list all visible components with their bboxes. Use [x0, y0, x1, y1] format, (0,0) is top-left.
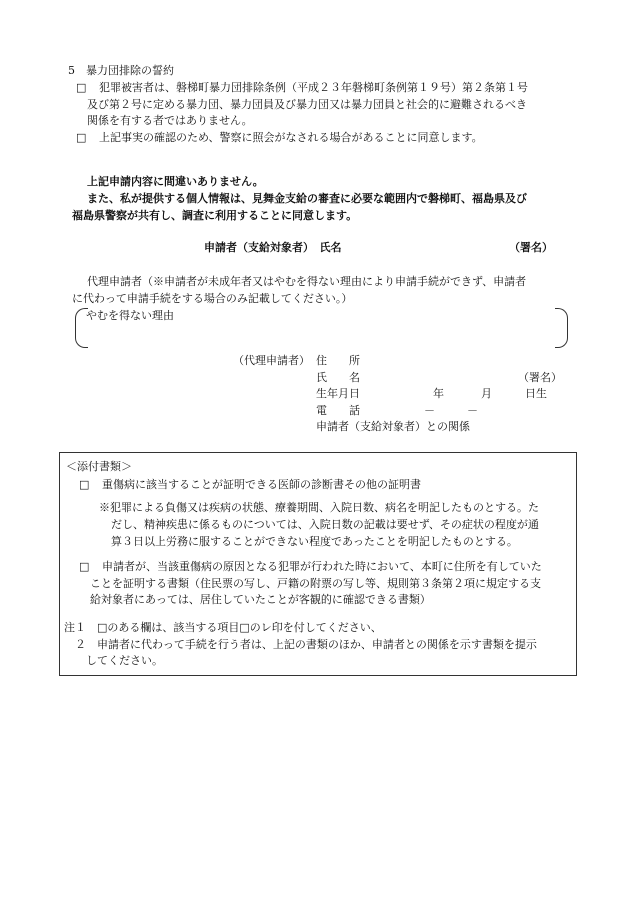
section5-item2-text: 上記事実の確認のため、警察に照会がなされる場合があることに同意します。 [99, 131, 483, 144]
proxy-seal: （署名） [518, 371, 562, 384]
attachment-footnote-2: ２ 申請者に代わって手続を行う者は、上記の書類のほか、申請者との関係を示す書類を提示 [64, 638, 537, 651]
section5-item1-checkbox[interactable]: □ [76, 81, 87, 94]
declaration-line2: また、私が提供する個人情報は、見舞金支給の審査に必要な範囲内で磐梯町、福島県及び [87, 192, 527, 205]
section5-heading: 5 暴力団排除の誓約 [68, 64, 174, 77]
proxy-name-label: 氏 名 [316, 371, 360, 384]
proxy-applicant-label: （代理申請者） [233, 354, 310, 367]
section5-item2-checkbox[interactable]: □ [76, 131, 87, 144]
applicant-name-label: 申請者（支給対象者） 氏名 [204, 241, 342, 254]
attachment-item2-line1: 申請者が、当該重傷病の原因となる犯罪が行われた時において、本町に住所を有していた [102, 560, 542, 573]
reason-label: やむを得ない理由 [86, 309, 174, 322]
proxy-phone-label: 電 話 [316, 404, 360, 417]
attachment-footnote-1: 注１ □のある欄は、該当する項目□のレ印を付してください、 [64, 621, 382, 634]
applicant-seal: （署名） [509, 241, 553, 254]
proxy-birth-label: 生年月日 [316, 387, 360, 400]
proxy-phone-separator-1: － [424, 404, 435, 417]
attachments-title: ＜添付書類＞ [66, 460, 132, 473]
proxy-relation-label: 申請者（支給対象者）との関係 [316, 420, 470, 433]
proxy-birth-month: 月 [481, 387, 492, 400]
attachment-item2-line2: ことを証明する書類（住民票の写し、戸籍の附票の写し等、規則第３条第２項に規定する支 [90, 577, 541, 590]
attachment-note-line3: 算３日以上労務に服することができない程度であったことを明記したものとする。 [111, 535, 518, 548]
reason-bracket-right [555, 308, 568, 348]
section5-item1-line1: 犯罪被害者は、磐梯町暴力団排除条例（平成２３年磐梯町条例第１９号）第２条第１号 [99, 81, 528, 94]
declaration-line3: 福島県警察が共有し、調査に利用することに同意します。 [72, 209, 358, 222]
attachment-footnote-3: してください。 [64, 654, 163, 667]
section5-item1-line3: 関係を有する者ではありません。 [87, 114, 253, 127]
proxy-phone-separator-2: － [467, 404, 478, 417]
section5-item1-line2: 及び第２号に定める暴力団、暴力団員及び暴力団又は暴力団員と社会的に避難されるべき [87, 98, 527, 111]
attachment-item2-line3: 給対象者にあっては、居住していたことが客観的に確認できる書類） [90, 593, 431, 606]
proxy-note-line1: 代理申請者（※申請者が未成年者又はやむを得ない理由により申請手続ができず、申請者 [87, 275, 527, 288]
attachment-note-line2: だし、精神疾患に係るものについては、入院日数の記載は要せず、その症状の程度が通 [111, 518, 539, 531]
attachment-note-line1: ※犯罪による負傷又は疾病の状態、療養期間、入院日数、病名を明記したものとする。た [99, 501, 539, 514]
declaration-line1: 上記申請内容に間違いありません。 [87, 175, 264, 188]
attachment-item1-checkbox[interactable]: □ [79, 478, 90, 491]
proxy-note-line2: に代わって申請手続をする場合のみ記載してください。） [72, 292, 353, 305]
proxy-address-label: 住 所 [316, 354, 360, 367]
proxy-birth-year: 年 [433, 387, 444, 400]
attachment-item1-text: 重傷病に該当することが証明できる医師の診断書その他の証明書 [102, 478, 421, 491]
attachment-item2-checkbox[interactable]: □ [79, 560, 90, 573]
proxy-birth-day: 日生 [525, 387, 547, 400]
